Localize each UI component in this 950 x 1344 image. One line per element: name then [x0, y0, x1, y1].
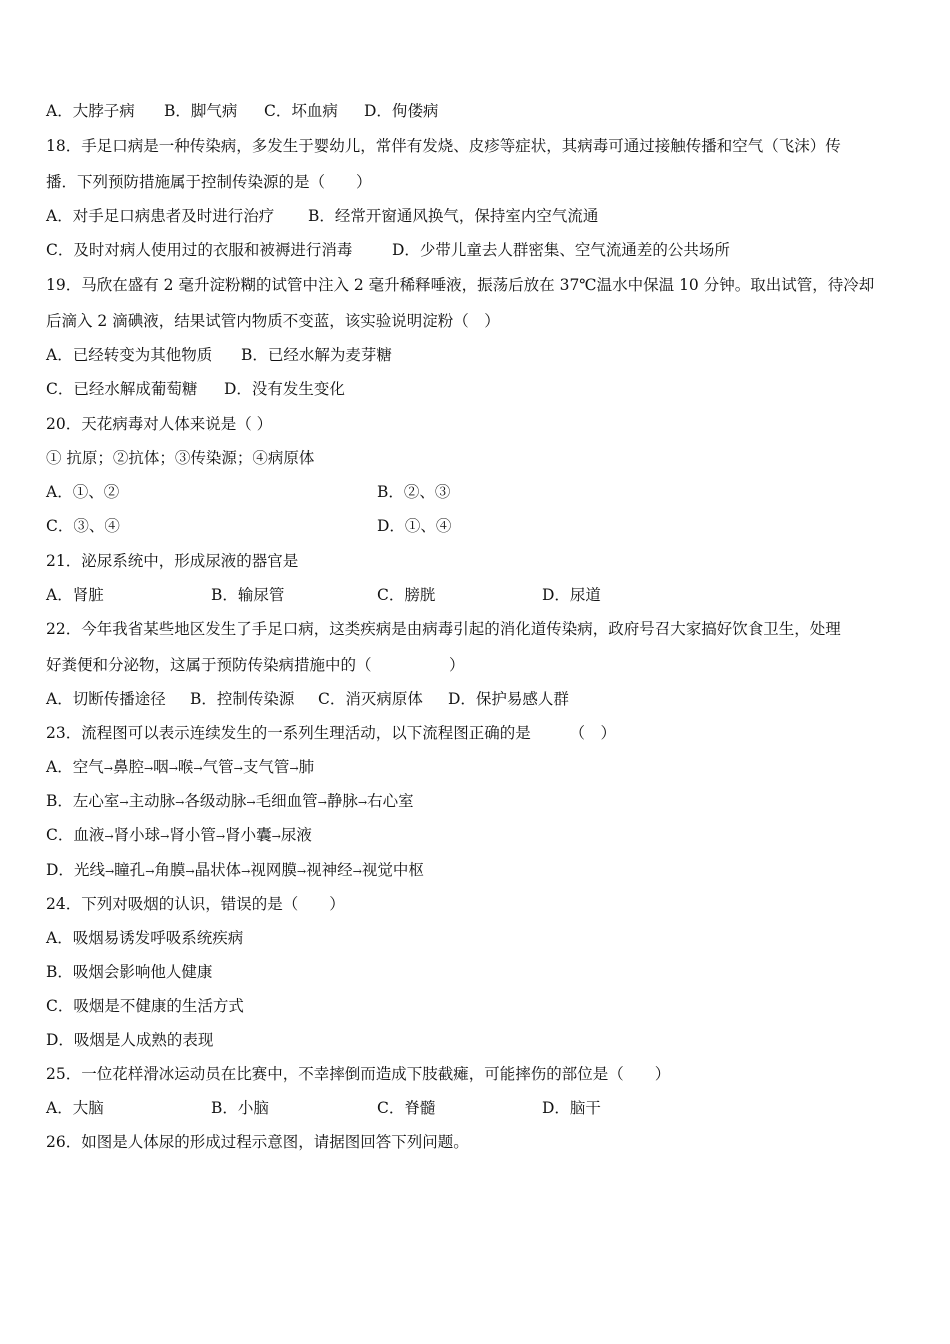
- q18-option-c: C．及时对病人使用过的衣服和被褥进行消毒: [46, 241, 353, 259]
- q24-option-b: B．吸烟会影响他人健康: [46, 963, 213, 981]
- q20-items: ① 抗原；②抗体；③传染源；④病原体: [46, 449, 315, 467]
- flow-step: 晶状体: [194, 861, 242, 879]
- flow-arrow-icon: →: [246, 796, 256, 809]
- q23-option-b: [46, 790, 910, 814]
- flow-step: 支气管: [242, 758, 290, 776]
- flow-arrow-icon: →: [143, 762, 154, 775]
- q22-option-d: D．保护易感人群: [448, 690, 569, 708]
- q22-option-c: C．消灭病原体: [318, 690, 423, 708]
- flow-step: 静脉: [326, 792, 358, 810]
- flow-step: 血液: [73, 826, 105, 844]
- flow-step: 右心室: [367, 792, 414, 810]
- q26-stem: 26．如图是人体尿的形成过程示意图，请据图回答下列问题。: [46, 1133, 469, 1151]
- q19-option-b: B．已经水解为麦芽糖: [241, 346, 392, 364]
- q18-option-a: A．对手足口病患者及时进行治疗: [46, 207, 275, 225]
- flow-arrow-icon: →: [357, 796, 368, 809]
- flow-step: 肾小管: [169, 826, 216, 844]
- q22-stem-line2: 好粪便和分泌物，这属于预防传染病措施中的（ ）: [46, 656, 465, 674]
- flow-arrow-icon: →: [104, 865, 115, 878]
- flow-arrow-icon: →: [241, 865, 251, 878]
- flow-step: 毛细血管: [255, 792, 318, 810]
- q23-option-c: [46, 824, 910, 848]
- flow-step: 角膜: [154, 861, 186, 879]
- q24-stem: 24．下列对吸烟的认识，错误的是（ ）: [46, 895, 345, 913]
- flow-arrow-icon: →: [103, 762, 113, 775]
- q19-stem-line1: 19．马欣在盛有 2 毫升淀粉糊的试管中注入 2 毫升稀释唾液，振荡后放在 37℃温水中保温 10 分钟。取出试管，待冷却: [46, 276, 875, 294]
- flow-step: 光线: [73, 861, 105, 879]
- q20-option-c: C．③、④: [46, 517, 120, 535]
- q17-option-b: B．脚气病: [164, 102, 238, 120]
- q19-option-d: D．没有发生变化: [224, 380, 345, 398]
- q25-option-a: A．大脑: [46, 1099, 104, 1117]
- q20-option-a: A．①、②: [46, 483, 120, 501]
- flow-arrow-icon: →: [104, 830, 114, 843]
- q21-option-b: B．输尿管: [211, 586, 285, 604]
- flow-arrow-icon: →: [145, 865, 155, 878]
- q22-option-b: B．控制传染源: [190, 690, 295, 708]
- q18-stem-line2: 播．下列预防措施属于控制传染源的是（ ）: [46, 173, 372, 191]
- q19-option-a: A．已经转变为其他物质: [46, 346, 213, 364]
- flow-arrow-icon: →: [352, 865, 362, 878]
- q17-option-a: A．大脖子病: [46, 102, 135, 120]
- flow-arrow-icon: →: [168, 762, 178, 775]
- flow-arrow-icon: →: [233, 762, 243, 775]
- q25-stem: 25．一位花样滑冰运动员在比赛中，不幸摔倒而造成下肢截瘫，可能摔伤的部位是（ ）: [46, 1065, 671, 1083]
- q22-option-a: A．切断传播途径: [46, 690, 166, 708]
- flow-step: 瞳孔: [114, 861, 146, 879]
- flow-step: 气管: [202, 758, 234, 776]
- q23-stem: 23．流程图可以表示连续发生的一系列生理活动，以下流程图正确的是 （ ）: [46, 724, 616, 742]
- flow-step: 视觉中枢: [361, 861, 424, 879]
- flow-step: 主动脉: [128, 792, 176, 810]
- q24-option-d: D．吸烟是人成熟的表现: [46, 1031, 214, 1049]
- flow-arrow-icon: →: [289, 762, 299, 775]
- q25-option-c: C．脊髓: [377, 1099, 436, 1117]
- q24-option-a: A．吸烟易诱发呼吸系统疾病: [46, 929, 244, 947]
- q21-option-a: A．肾脏: [46, 586, 104, 604]
- q23-option-a-label: A．: [46, 758, 73, 776]
- flow-step: 空气: [72, 758, 104, 776]
- q23-option-c-label: C．: [46, 826, 74, 844]
- q19-option-c: C．已经水解成葡萄糖: [46, 380, 198, 398]
- q18-option-b: B．经常开窗通风换气，保持室内空气流通: [308, 207, 599, 225]
- q23-option-d-flow: [74, 861, 424, 879]
- flow-arrow-icon: →: [119, 796, 129, 809]
- q25-option-b: B．小脑: [211, 1099, 269, 1117]
- flow-arrow-icon: →: [160, 830, 170, 843]
- flow-step: 视神经: [306, 861, 353, 879]
- q23-option-d: [46, 859, 910, 883]
- flow-arrow-icon: →: [175, 796, 185, 809]
- q24-option-c: C．吸烟是不健康的生活方式: [46, 997, 244, 1015]
- flow-arrow-icon: →: [296, 865, 307, 878]
- q20-option-d: D．①、④: [377, 517, 452, 535]
- flow-arrow-icon: →: [193, 762, 203, 775]
- q20-stem: 20．天花病毒对人体来说是（ ）: [46, 415, 273, 433]
- flow-step: 尿液: [280, 826, 312, 844]
- q23-option-d-label: D．: [46, 861, 74, 879]
- q21-stem: 21．泌尿系统中，形成尿液的器官是: [46, 552, 299, 570]
- flow-arrow-icon: →: [271, 830, 281, 843]
- q20-option-b: B．②、③: [377, 483, 451, 501]
- q19-stem-line2: 后滴入 2 滴碘液，结果试管内物质不变蓝，该实验说明淀粉（ ）: [46, 312, 500, 330]
- flow-step: 肾小囊: [225, 826, 272, 844]
- flow-step: 视网膜: [250, 861, 297, 879]
- q25-option-d: D．脑干: [542, 1099, 601, 1117]
- q23-option-b-label: B．: [46, 792, 73, 810]
- flow-arrow-icon: →: [215, 830, 226, 843]
- flow-step: 鼻腔: [112, 758, 144, 776]
- flow-step: 各级动脉: [184, 792, 247, 810]
- q18-option-d: D．少带儿童去人群密集、空气流通差的公共场所: [392, 241, 730, 259]
- flow-arrow-icon: →: [317, 796, 327, 809]
- q23-option-a-flow: [73, 758, 314, 776]
- flow-arrow-icon: →: [185, 865, 195, 878]
- flow-step: 肺: [298, 758, 315, 776]
- flow-step: 咽: [153, 758, 169, 776]
- flow-step: 左心室: [72, 792, 120, 810]
- q23-option-a: [46, 756, 910, 780]
- q17-option-c: C．坏血病: [264, 102, 338, 120]
- q17-option-d: D．佝偻病: [364, 102, 439, 120]
- flow-step: 喉: [177, 758, 194, 776]
- q23-option-c-flow: [73, 826, 311, 844]
- q18-stem-line1: 18．手足口病是一种传染病，多发生于婴幼儿，常伴有发烧、皮疹等症状，其病毒可通过接触传播和空气（飞沫）传: [46, 137, 841, 155]
- flow-step: 肾小球: [113, 826, 161, 844]
- q23-option-b-flow: [73, 792, 414, 810]
- q21-option-c: C．膀胱: [377, 586, 436, 604]
- q22-stem-line1: 22．今年我省某些地区发生了手足口病，这类疾病是由病毒引起的消化道传染病，政府号召大家搞好饮食卫生，处理: [46, 620, 841, 638]
- q21-option-d: D．尿道: [542, 586, 601, 604]
